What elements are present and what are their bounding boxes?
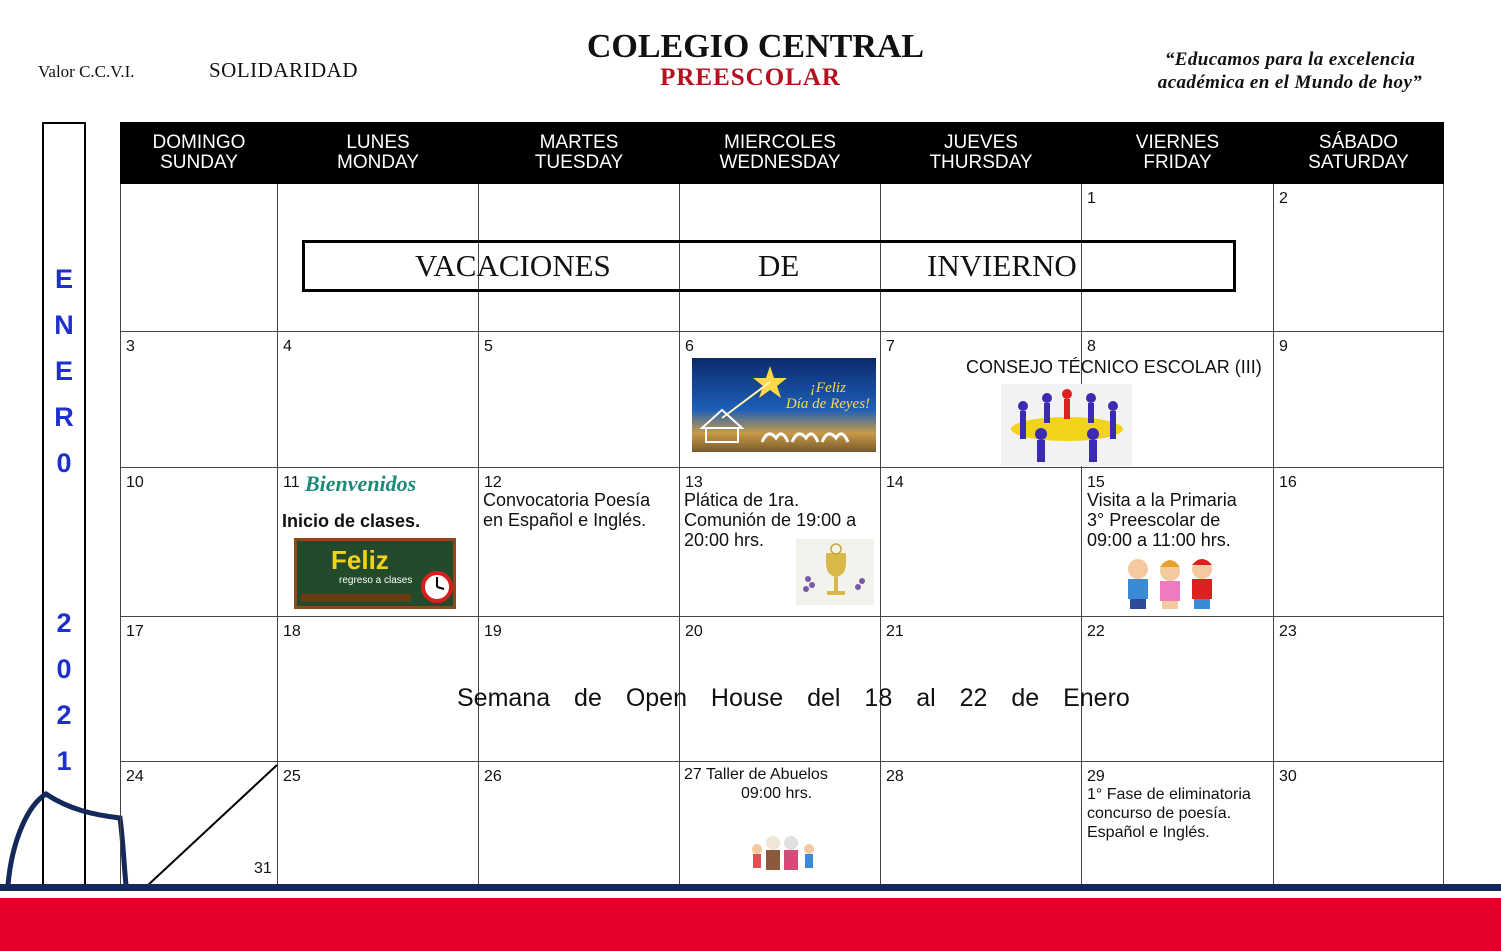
chalice-icon	[796, 539, 874, 605]
day-cell	[121, 332, 278, 468]
kids-icon	[1120, 555, 1220, 613]
day-number-31: 31	[254, 860, 272, 877]
regreso-clases-image	[294, 538, 456, 609]
consejo-tecnico-label: CONSEJO TÉCNICO ESCOLAR (III)	[966, 357, 1262, 377]
open-house-label: Semana de Open House del 18 al 22 de Enero	[457, 684, 1130, 712]
day-number: 4	[283, 338, 292, 355]
day-number: 3	[126, 338, 135, 355]
feliz-text: Feliz	[331, 545, 389, 575]
day-number: 2	[1279, 190, 1288, 207]
day-header-wednesday: MIERCOLES WEDNESDAY	[680, 123, 881, 184]
banner-word: INVIERNO	[927, 248, 1077, 283]
day-header-monday: LUNES MONDAY	[278, 123, 479, 184]
abuelos-event: 27 Taller de Abuelos 09:00 hrs.	[684, 766, 828, 802]
month-letter: E	[54, 264, 73, 294]
day-cell	[881, 468, 1082, 617]
winter-vacation-banner	[302, 240, 1236, 292]
school-level: PREESCOLAR	[660, 64, 841, 91]
day-cell	[121, 617, 278, 762]
day-number: 29	[1087, 768, 1105, 785]
day-number: 9	[1279, 338, 1288, 355]
day-number: 5	[484, 338, 493, 355]
day-number: 20	[685, 623, 703, 640]
people-circle-icon	[1001, 384, 1132, 466]
day-cell	[278, 332, 479, 468]
day-number: 25	[283, 768, 301, 785]
day-number: 1	[1087, 190, 1096, 207]
fase-eliminatoria-event: 1° Fase de eliminatoria concurso de poesía. Español e Inglés.	[1087, 786, 1251, 841]
alarm-clock-icon	[417, 567, 456, 607]
motto	[1120, 48, 1460, 94]
day-number: 6	[685, 338, 694, 355]
chalk-tray	[301, 594, 411, 602]
day-header-tuesday: MARTES TUESDAY	[479, 123, 680, 184]
year-digit: 2	[56, 608, 72, 638]
day-number: 21	[886, 623, 904, 640]
motto-line-2: académica en el Mundo de hoy”	[1157, 72, 1423, 93]
day-number: 26	[484, 768, 502, 785]
day-cell	[121, 468, 278, 617]
day-number: 14	[886, 474, 904, 491]
day-cell	[1274, 332, 1444, 468]
grandparents-icon	[747, 833, 819, 877]
month-letter: N	[54, 310, 74, 340]
day-number: 10	[126, 474, 144, 491]
day-header-thursday: JUEVES THURSDAY	[881, 123, 1082, 184]
dia-de-reyes-image	[692, 358, 876, 452]
valor-word: SOLIDARIDAD	[209, 58, 358, 82]
day-number: 8	[1087, 338, 1096, 355]
day-number: 7	[886, 338, 895, 355]
footer-navy-stripe	[0, 884, 1501, 891]
motto-line-1: “Educamos para la excelencia	[1164, 49, 1416, 70]
day-header-saturday: SÁBADO SATURDAY	[1274, 123, 1444, 184]
day-cell	[479, 332, 680, 468]
day-number: 12	[484, 474, 502, 491]
month-letter: E	[54, 356, 73, 386]
day-number: 23	[1279, 623, 1297, 640]
year-digit: 1	[56, 746, 72, 776]
day-cell	[278, 617, 479, 762]
day-header-sunday: DOMINGO SUNDAY	[121, 123, 278, 184]
footer-red-band	[0, 898, 1501, 951]
footer-white-stripe	[0, 891, 1501, 898]
year-digit: 2	[56, 700, 72, 730]
day-number: 30	[1279, 768, 1297, 785]
inicio-clases-label: Inicio de clases.	[282, 511, 421, 531]
day-number: 15	[1087, 474, 1105, 491]
day-number: 22	[1087, 623, 1105, 640]
day-number: 16	[1279, 474, 1297, 491]
month-letter: 0	[56, 448, 72, 478]
day-cell	[121, 184, 278, 332]
day-cell	[1274, 617, 1444, 762]
day-cell	[278, 762, 479, 887]
day-cell	[1274, 762, 1444, 887]
banner-word: VACACIONES	[415, 248, 611, 283]
month-letter: R	[54, 402, 74, 432]
platica-event: Plática de 1ra. Comunión de 19:00 a 20:00 hrs.	[684, 490, 857, 550]
day-number: 11	[283, 474, 300, 491]
day-header-friday: VIERNES FRIDAY	[1082, 123, 1274, 184]
day-number: 28	[886, 768, 904, 785]
bienvenidos-label: Bienvenidos	[305, 471, 417, 496]
school-name: COLEGIO CENTRAL	[586, 28, 925, 65]
day-number: 19	[484, 623, 502, 640]
month-year-bar	[42, 122, 86, 892]
day-cell	[1274, 468, 1444, 617]
regreso-text: regreso a clases	[339, 575, 413, 586]
day-number: 18	[283, 623, 301, 640]
reyes-text: ¡Feliz Día de Reyes!	[785, 380, 871, 412]
day-cell	[881, 762, 1082, 887]
poesia-event: Convocatoria Poesía en Español e Inglés.	[483, 490, 651, 530]
visita-primaria-event: Visita a la Primaria 3° Preescolar de 09:00 a 11:00 hrs.	[1087, 490, 1237, 550]
year-digit: 0	[56, 654, 72, 684]
day-number: 24	[126, 768, 144, 785]
banner-word: DE	[758, 248, 800, 283]
day-number: 13	[685, 474, 703, 491]
day-cell	[1274, 184, 1444, 332]
decorative-swoosh	[0, 780, 140, 890]
valor-label: Valor C.C.V.I.	[38, 62, 135, 81]
day-cell	[479, 762, 680, 887]
day-number: 17	[126, 623, 144, 640]
